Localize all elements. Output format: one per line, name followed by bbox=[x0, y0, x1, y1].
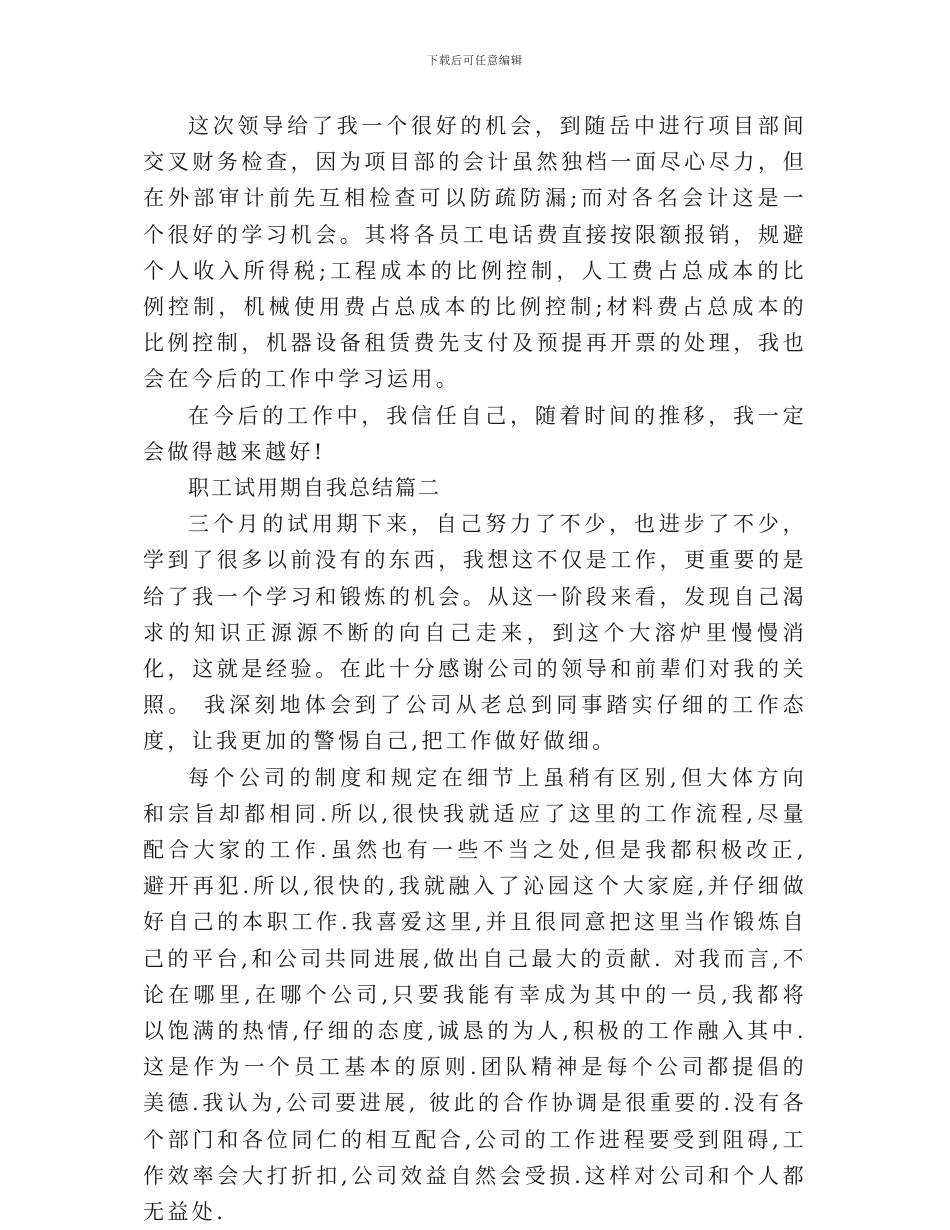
paragraph-3: 三个月的试用期下来，自己努力了不少，也进步了不少，学到了很多以前没有的东西，我想这不仅是工作，更重要的是给了我一个学习和锻炼的机会。从这一阶段来看，发现自己渴求的知识正源源不断的向自己走来，到这个大溶炉里慢慢消化，这就是经验。在此十分感谢公司的领导和前辈们对我的关照。 我深刻地体会到了公司从老总到同事踏实仔细的工作态度，让我更加的警惕自己,把工作做好做细。 bbox=[143, 512, 807, 754]
page-header: 下载后可任意编辑 bbox=[427, 54, 523, 67]
paragraph-2: 在今后的工作中，我信任自己，随着时间的推移，我一定会做得越来越好! bbox=[143, 403, 807, 464]
section-heading: 职工试用期自我总结篇二 bbox=[188, 476, 441, 501]
paragraph-1: 这次领导给了我一个很好的机会，到随岳中进行项目部间交叉财务检查，因为项目部的会计虽然独档一面尽心尽力，但在外部审计前先互相检查可以防疏防漏;而对各名会计这是一个很好的学习机会。其将各员工电话费直接按限额报销，规避个人收入所得税;工程成本的比例控制，人工费占总成本的比例控制，机械使用费占总成本的比例控制;材料费占总成本的比例控制，机器设备租赁费先支付及预提再开票的处理，我也会在今后的工作中学习运用。 bbox=[143, 114, 807, 392]
document-body bbox=[143, 108, 807, 1230]
paragraph-4: 每个公司的制度和规定在细节上虽稍有区别,但大体方向和宗旨却都相同.所以,很快我就适应了这里的工作流程,尽量配合大家的工作.虽然也有一些不当之处,但是我都积极改正,避开再犯.所以,很快的,我就融入了沁园这个大家庭,并仔细做好自己的本职工作.我喜爱这里,并且很同意把这里当作锻炼自己的平台,和公司共同进展,做出自己最大的贡献. 对我而言,不论在哪里,在哪个公司,只要我能有幸成为其中的一员,我都将以饱满的热情,仔细的态度,诚恳的为人,积极的工作融入其中.这是作为一个员工基本的原则.团队精神是每个公司都提倡的美德.我认为,公司要进展, 彼此的合作协调是很重要的.没有各个部门和各位同仁的相互配合,公司的工作进程要受到阻碍,工作效率会大打折扣,公司效益自然会受损.这样对公司和个人都无益处. bbox=[143, 765, 807, 1225]
